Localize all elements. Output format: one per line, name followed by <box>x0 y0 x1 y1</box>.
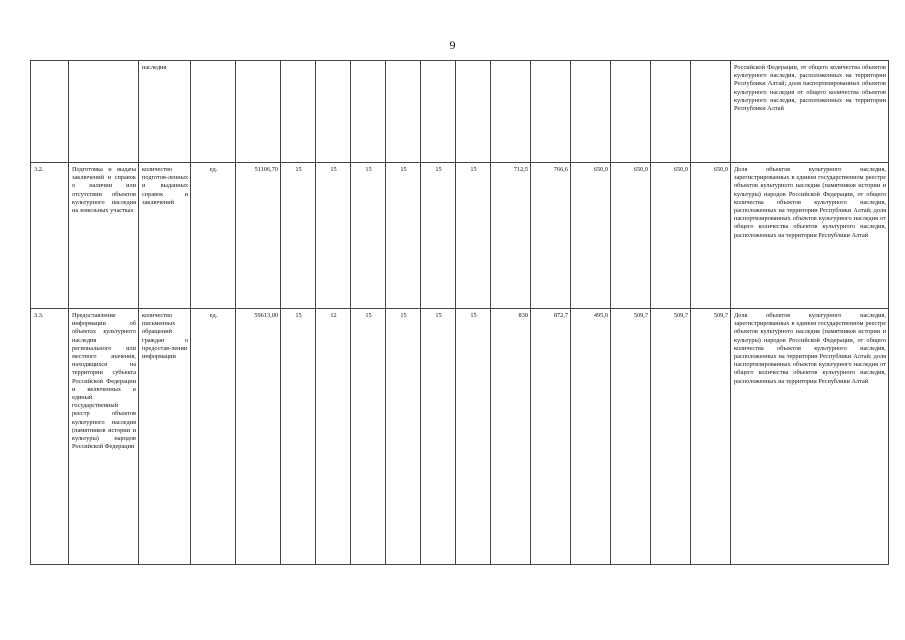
financing-value: 650,0 <box>571 163 611 309</box>
indicator-name: количество письменных обращений граждан о предостав-лении информации <box>139 309 191 565</box>
financing-value: 872,7 <box>531 309 571 565</box>
services-table <box>30 60 889 565</box>
volume-value: 15 <box>351 309 386 565</box>
financing-value <box>571 61 611 163</box>
financing-value: 509,7 <box>691 309 731 565</box>
service-name <box>69 61 139 163</box>
financing-value: 650,0 <box>651 163 691 309</box>
volume-value <box>421 61 456 163</box>
target-indicator: Доля объектов культурного наследия, зарегистрированных в едином государственном реестре объектов культурного наследия (памятников истории и культуры) народов Российской Федерации, от общего количества объектов культурного наследия, расположенных на территории Республики Алтай; доля паспортизированных объектов культурного наследия от общего количества объектов культурного наследия, расположенных на территории Республики Алтай <box>731 309 889 565</box>
financing-value <box>611 61 651 163</box>
indicator-name: наследия <box>139 61 191 163</box>
page-number: 9 <box>449 38 456 52</box>
financing-value: 495,0 <box>571 309 611 565</box>
volume-value: 15 <box>386 163 421 309</box>
normative-cost <box>236 61 281 163</box>
indicator-name: количество подготов-ленных и выданных справок и заключений <box>139 163 191 309</box>
financing-value <box>491 61 531 163</box>
financing-value: 650,0 <box>611 163 651 309</box>
volume-value <box>456 61 491 163</box>
service-name: Подготовка и выдача заключений и справок о наличии или отсутствии объектов культурного наследия на земельных участках <box>69 163 139 309</box>
volume-value: 15 <box>316 163 351 309</box>
volume-value <box>281 61 316 163</box>
target-indicator: Российской Федерации, от общего количества объектов культурного наследия, расположенных на территории Республики Алтай; доля паспортизированных объектов культурного наследия от общего количества объектов культурного наследия, расположенных на территории Республики Алтай <box>731 61 889 163</box>
unit: ед. <box>191 309 236 565</box>
volume-value: 15 <box>281 309 316 565</box>
financing-value <box>651 61 691 163</box>
unit <box>191 61 236 163</box>
volume-value <box>316 61 351 163</box>
financing-value <box>531 61 571 163</box>
volume-value: 15 <box>421 163 456 309</box>
volume-value <box>386 61 421 163</box>
table-row <box>31 61 889 163</box>
volume-value: 15 <box>456 163 491 309</box>
normative-cost: 59613,00 <box>236 309 281 565</box>
normative-cost: 51106,70 <box>236 163 281 309</box>
financing-value: 766,6 <box>531 163 571 309</box>
volume-value <box>351 61 386 163</box>
financing-value: 509,7 <box>611 309 651 565</box>
service-name: Предоставление информации об объектах культурного наследия регионального или местного значения, находящихся на территории субъекта Российской Федерации и включенных в единый государственный реестр объектов культурного наследия (памятников истории и культуры) народов Российской Федерации <box>69 309 139 565</box>
financing-value: 509,7 <box>651 309 691 565</box>
volume-value: 15 <box>281 163 316 309</box>
volume-value: 12 <box>316 309 351 565</box>
financing-value: 830 <box>491 309 531 565</box>
volume-value: 15 <box>386 309 421 565</box>
unit: ед. <box>191 163 236 309</box>
row-number <box>31 61 69 163</box>
volume-value: 15 <box>421 309 456 565</box>
financing-value <box>691 61 731 163</box>
financing-value: 712,5 <box>491 163 531 309</box>
financing-value: 650,0 <box>691 163 731 309</box>
volume-value: 15 <box>456 309 491 565</box>
table-row <box>31 163 889 309</box>
table-row <box>31 309 889 565</box>
target-indicator: Доля объектов культурного наследия, зарегистрированных в едином государственном реестре объектов культурного наследия (памятников истории и культуры) народов Российской Федерации, от общего количества объектов культурного наследия, расположенных на территории Республики Алтай; доля паспортизированных объектов культурного наследия от общего количества объектов культурного наследия, расположенных на территории Республики Алтай <box>731 163 889 309</box>
row-number: 3.2. <box>31 163 69 309</box>
row-number: 3.3. <box>31 309 69 565</box>
volume-value: 15 <box>351 163 386 309</box>
